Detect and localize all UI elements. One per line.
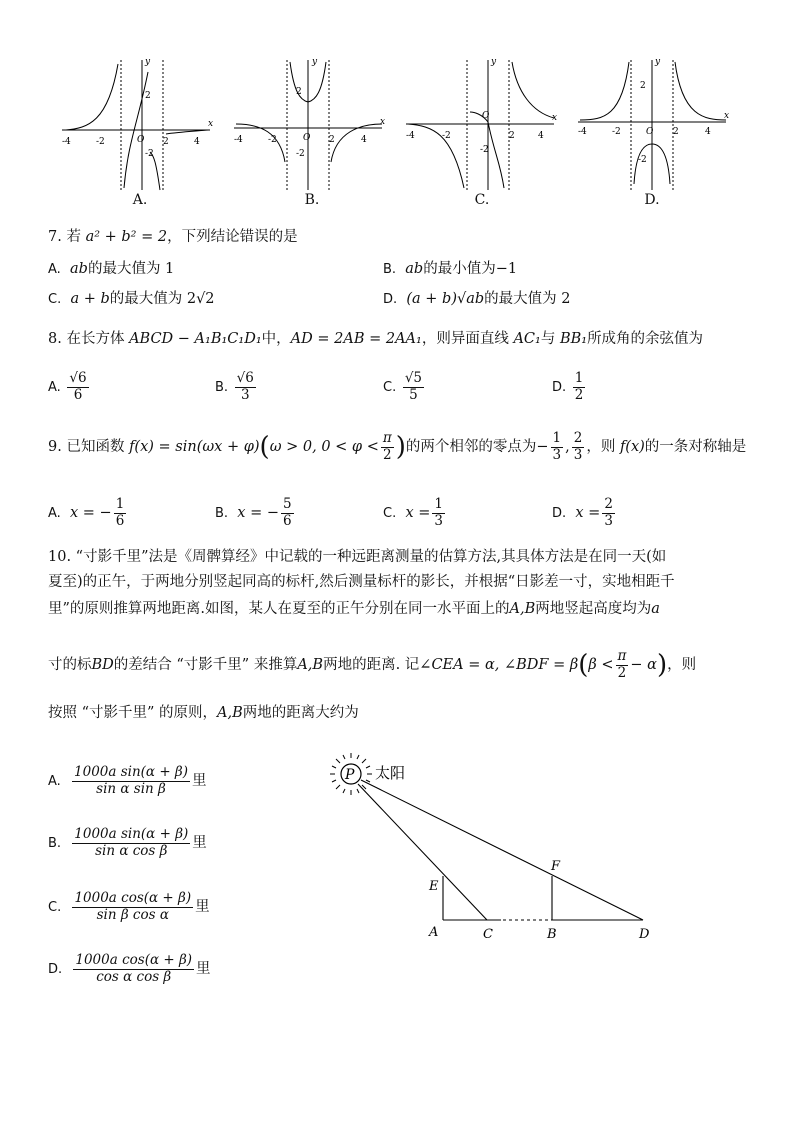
graph-c-plot [402,52,562,192]
q9-option-a[interactable] [48,498,128,528]
q9-option-a-prefix: x = − [70,505,112,521]
graph-a-plot [58,52,218,192]
q7-option-d[interactable] [383,292,571,307]
q9-option-d-den: 3 [604,512,613,529]
q10-pi-fraction [616,650,629,680]
graph-b [230,52,390,192]
q9-zero-2-num: 2 [573,430,583,446]
q10-line-4h: − α [630,657,657,673]
svg-text:2: 2 [145,91,151,101]
svg-text:2: 2 [640,81,646,91]
graph-label-a: A. [132,192,148,208]
q8-option-b-fraction [235,372,256,402]
q9-text-c: ，则 [586,439,616,455]
q10-option-c-letter: C. [48,900,62,915]
svg-text:x: x [552,113,558,123]
svg-text:4: 4 [705,127,711,137]
graph-c [402,52,562,192]
q10-line-3d: a [651,601,660,617]
q10-option-c-num: 1000a cos(α + β) [74,890,192,906]
q10-line-3b: A,B [509,601,536,617]
q8-option-c-fraction [403,372,424,402]
svg-text:-2: -2 [268,135,277,145]
q8-option-c-letter: C. [383,380,397,395]
q9-fx: f(x) [619,439,645,455]
q9-cond: ω > 0, 0 < φ < [269,439,379,455]
q10-two: 2 [617,664,627,681]
svg-text:-2: -2 [96,137,105,147]
q7-option-b[interactable] [383,262,517,277]
graph-label-b: B. [304,192,320,208]
q10-option-c[interactable] [48,892,210,922]
sun-text: 太阳 [375,764,406,782]
q9-paren-close: ) [395,432,406,462]
q9-option-c-letter: C. [383,506,397,521]
q10-option-a-num: 1000a sin(α + β) [74,764,189,780]
q9-option-a-den: 6 [115,512,125,529]
q8-line-2: BB₁ [559,331,588,347]
q7-option-b-math: ab [405,261,424,277]
q10-option-a-fraction [72,766,190,796]
graph-label-c: C. [474,192,490,208]
svg-text:4: 4 [194,137,200,147]
q10-line-5c: 两地的距离大约为 [242,705,359,721]
q10-line-4 [48,650,750,680]
label-f: F [551,859,561,874]
q9-text-d: 的一条对称轴是 [644,439,747,455]
svg-text:-4: -4 [234,135,243,145]
q10-option-d-letter: D. [48,962,63,977]
q9-text-b: 的两个相邻的零点为 [405,439,537,455]
q10-line-5a: 按照 “寸影千里” 的原则， [48,705,218,721]
q10-option-a-den: sin α sin β [96,780,166,797]
q10-line-4g: β < [588,657,614,673]
q10-line-5b: A,B [217,705,243,721]
graph-d [574,52,734,192]
svg-text:O: O [303,133,311,143]
graph-a [58,52,218,192]
q9-zero-1 [551,432,564,462]
q8-option-d[interactable] [552,372,587,402]
label-c: C [483,927,493,942]
q8-line-1: AC₁ [513,331,541,347]
q8-option-c[interactable] [383,372,426,402]
q8-option-c-den: 5 [409,386,418,403]
q9-option-d-prefix: x = [575,505,601,521]
q8-option-d-num: 1 [574,370,584,386]
q7-stem-b: ，下列结论错误的是 [167,229,298,245]
q8-text-e: 所成角的余弦值为 [587,331,704,347]
q7-option-a-text: 的最大值为 1 [87,261,175,277]
q10-number: 10. [48,549,72,565]
q7-equation: a² + b² = 2 [85,229,168,245]
q10-paren-open: ( [578,650,589,680]
q9-paren-open: ( [259,432,270,462]
q8-number: 8. [48,331,62,347]
q7-option-a[interactable] [48,262,174,277]
svg-text:x: x [380,117,386,127]
q9-option-c-prefix: x = [405,505,431,521]
q9-option-b-prefix: x = − [237,505,279,521]
q7-option-b-text: 的最小值为−1 [423,261,518,277]
q8-stem [48,332,703,347]
q8-option-b-den: 3 [240,386,250,403]
svg-text:2: 2 [163,137,169,147]
q8-option-a-num: √6 [69,370,87,386]
q8-option-b[interactable] [215,372,258,402]
q8-cond: AD = 2AB = 2AA₁ [290,331,422,347]
q10-option-d-fraction [73,954,194,984]
q9-option-a-fraction [114,498,127,528]
q10-line-4d: A,B [297,657,324,673]
label-d: D [639,927,650,942]
q10-option-d-num: 1000a cos(α + β) [75,952,193,968]
svg-text:-2: -2 [296,149,305,159]
q8-option-a-den: 6 [73,386,83,403]
q10-line-5 [48,706,750,721]
q9-zero-1-num: 1 [552,430,562,446]
graph-d-plot [574,52,734,192]
q8-text-c: ，则异面直线 [421,331,509,347]
svg-text:y: y [145,57,151,67]
q10-option-d[interactable] [48,954,211,984]
q10-line-2 [48,575,750,590]
q9-option-b-letter: B. [215,506,229,521]
q8-box: ABCD − A₁B₁C₁D₁ [129,331,262,347]
q10-paren-close: ) [656,650,668,680]
q9-option-d-fraction [602,498,615,528]
q10-option-b-letter: B. [48,836,62,851]
q10-line-4i: ，则 [667,657,697,673]
q8-option-b-letter: B. [215,380,229,395]
svg-text:4: 4 [361,135,367,145]
q8-option-c-num: √5 [404,370,423,386]
q10-option-b-fraction [72,828,190,858]
q10-line-2-text: 夏至)的正午，于两地分别竖起同高的标杆,然后测量标杆的影长，并根据“日影差一寸，实地相距千 [48,574,675,590]
q9-pi: π [382,430,392,446]
q9-zero-1-den: 3 [552,446,562,463]
q7-option-d-text: 的最大值为 2 [484,291,571,307]
q9-zero-2-den: 3 [573,446,583,463]
q7-option-d-math: (a + b)√ab [406,291,485,307]
svg-text:2: 2 [329,135,335,145]
q8-option-a[interactable] [48,372,91,402]
svg-text:O: O [646,127,654,137]
q7-option-c-text: 的最大值为 2√2 [109,291,215,307]
q10-option-b-unit: 里 [192,835,207,851]
label-b: B [547,927,557,942]
q8-text-a: 在长方体 [66,331,125,347]
q9-option-b-den: 6 [282,512,292,529]
q8-text-d: 与 [540,331,556,347]
q10-option-c-den: sin β cos α [96,906,169,923]
q10-line-4f: ∠CEA = α, ∠BDF = β [419,657,579,673]
svg-text:-4: -4 [406,131,415,141]
q9-option-b-fraction [281,498,294,528]
svg-text:-2: -2 [480,145,489,155]
q9-option-a-num: 1 [115,496,125,512]
q10-line-4e: 两地的距离. 记 [323,657,420,673]
svg-text:-2: -2 [145,149,154,159]
svg-text:O: O [137,135,145,145]
q10-pi: π [617,648,627,664]
q7-option-c-letter: C. [48,292,62,307]
shadow-diagram [325,752,675,952]
svg-text:-4: -4 [578,127,587,137]
q10-line-1 [48,550,750,565]
svg-text:2: 2 [673,127,679,137]
q10-option-a-letter: A. [48,774,61,789]
q10-line-4a: 寸的标 [48,657,92,673]
q9-option-c-num: 1 [434,496,443,512]
q10-line-1-text: “寸影千里”法是《周髀算经》中记载的一种远距离测量的估算方法,其具体方法是在同一天(如 [75,549,667,565]
q8-option-b-num: √6 [236,370,254,386]
svg-text:x: x [724,111,730,121]
svg-text:x: x [208,119,214,129]
q9-option-d-num: 2 [604,496,613,512]
q7-stem [48,230,298,245]
q10-option-a[interactable] [48,766,207,796]
q7-option-b-letter: B. [383,262,397,277]
q7-option-a-math: ab [70,261,88,277]
q10-line-4c: 的差结合 “寸影千里” 来推算 [113,657,298,673]
q9-option-d-letter: D. [552,506,567,521]
q9-pi-fraction [381,432,394,462]
q9-stem: 9. 已知函数 f(x) = sin(ωx + φ)(ω > 0, 0 < φ < $\frac{\pi}{2}$ )的两个相邻的零点为− $\frac{1}{3}$ , $\frac{2}{3}$ ，则 f(x)的一条对称轴是 [48,430,747,463]
q10-line-3c: 两地竖起高度均为 [535,601,652,617]
graph-label-d: D. [644,192,660,208]
q9-option-c-fraction [432,498,445,528]
svg-text:O: O [482,111,490,121]
q10-option-c-fraction [72,892,193,922]
q10-line-4b: BD [91,657,114,673]
graph-b-plot [230,52,390,192]
q10-option-b[interactable] [48,828,207,858]
svg-text:-2: -2 [442,131,451,141]
q9-option-c[interactable] [383,498,447,528]
q10-option-a-unit: 里 [192,773,207,789]
q10-line-3a: 里”的原则推算两地距离.如图，某人在夏至的正午分别在同一水平面上的 [48,601,510,617]
q9-func: f(x) = sin(ωx + φ) [129,439,260,455]
q10-option-b-den: sin α cos β [95,842,168,859]
q9-option-d[interactable] [552,498,617,528]
q9-zero-2 [572,432,585,462]
svg-text:-2: -2 [638,155,647,165]
q7-stem-a: 若 [66,229,81,245]
q8-option-d-letter: D. [552,380,567,395]
q9-two: 2 [382,446,392,463]
svg-text:2: 2 [296,87,302,97]
q7-number: 7. [48,229,62,245]
q10-option-c-unit: 里 [195,899,210,915]
q8-text-b: 中， [261,331,291,347]
q7-option-c[interactable] [48,292,215,307]
q8-option-d-fraction [573,372,586,402]
q10-option-b-num: 1000a sin(α + β) [74,826,189,842]
svg-text:-2: -2 [612,127,621,137]
svg-text:y: y [655,57,661,67]
q10-option-d-unit: 里 [196,961,211,977]
q9-number: 9. [48,439,62,455]
sun-label: P [345,767,355,783]
q9-option-a-letter: A. [48,506,61,521]
q9-option-b[interactable] [215,498,296,528]
shadow-diagram-svg [325,752,675,952]
q8-option-a-fraction [67,372,88,402]
svg-text:y: y [312,57,318,67]
q7-option-c-math: a + b [70,291,110,307]
q7-option-d-letter: D. [383,292,398,307]
q7-option-a-letter: A. [48,262,61,277]
q10-option-d-den: cos α cos β [96,968,172,985]
label-a: A [429,925,439,940]
q8-option-a-letter: A. [48,380,61,395]
q8-option-d-den: 2 [574,386,584,403]
q10-line-3 [48,602,750,617]
svg-text:-4: -4 [62,137,71,147]
svg-text:2: 2 [509,131,515,141]
label-e: E [429,879,439,894]
q9-option-b-num: 5 [282,496,292,512]
svg-text:y: y [491,57,497,67]
q9-option-c-den: 3 [434,512,443,529]
svg-text:4: 4 [538,131,544,141]
q9-text-a: 已知函数 [66,439,125,455]
